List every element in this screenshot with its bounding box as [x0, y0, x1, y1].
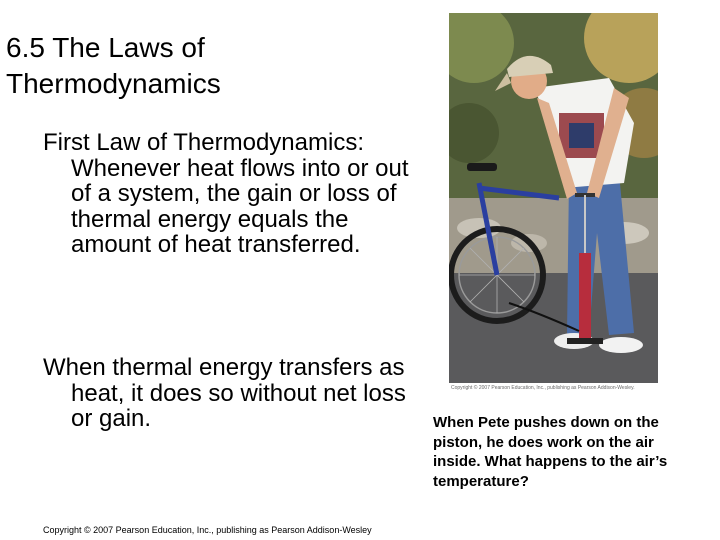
bullet-first-law-lead: First Law of Thermodynamics: [43, 129, 364, 156]
bullet-energy-conservation [43, 355, 431, 432]
shirt-graphic-inner [569, 123, 594, 148]
photo-credit: Copyright © 2007 Pearson Education, Inc., publishing as Pearson Addison-Wesley. [451, 385, 635, 391]
bullet-first-law [43, 130, 431, 258]
person-shoe [599, 337, 643, 353]
bike-seat [467, 163, 497, 171]
bike-pump-photo [449, 13, 658, 383]
copyright-footer: Copyright © 2007 Pearson Education, Inc., publishing as Pearson Addison-Wesley [43, 525, 372, 535]
pump-barrel [579, 253, 591, 338]
photo-caption: When Pete pushes down on the piston, he does work on the air inside. What happens to the air’s temperature? [433, 414, 668, 490]
bullet-energy-conservation-text: When thermal energy transfers as heat, it does so without net loss or gain. [43, 354, 406, 432]
bike-pump-illustration [449, 13, 658, 383]
slide-title: 6.5 The Laws of Thermodynamics [6, 32, 221, 99]
pump-base [567, 338, 603, 344]
bullet-first-law-text: Whenever heat flows into or out of a system, the gain or loss of thermal energy equals the amount of heat transferred. [71, 154, 409, 258]
